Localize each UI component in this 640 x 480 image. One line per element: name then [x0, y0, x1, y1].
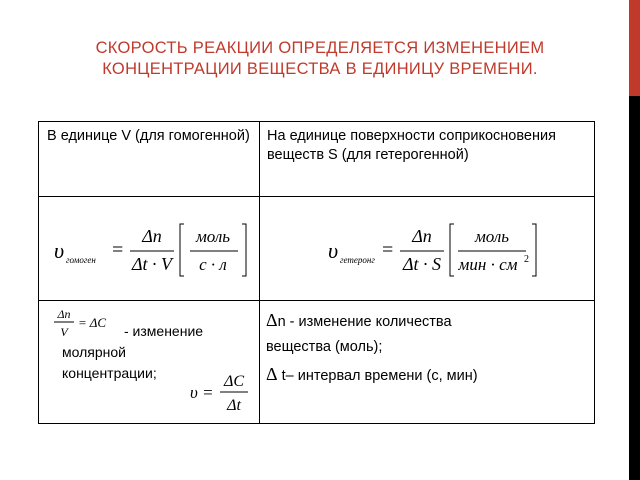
text-izmenenie: - изменение — [124, 323, 204, 339]
small-denominator: V — [60, 325, 68, 339]
formula-v-symbol: υ — [54, 238, 65, 263]
header-homogeneous: В единице V (для гомогенной) — [47, 128, 250, 144]
formula-concentration-change — [52, 305, 132, 345]
formula-subscript: гетеронг — [340, 255, 375, 265]
explanation-line-2: вещества (моль); — [266, 339, 383, 355]
rate-denominator: Δt — [227, 397, 241, 414]
formula-rate-dc-dt — [188, 368, 268, 416]
title-line-2: КОНЦЕНТРАЦИИ ВЕЩЕСТВА В ЕДИНИЦУ ВРЕМЕНИ. — [102, 60, 538, 78]
text-molyarnoi: молярной — [62, 344, 126, 360]
explanation-n-text: n - изменение количества — [277, 314, 452, 330]
formula-v-symbol: υ — [328, 238, 339, 263]
formula-homogeneous — [52, 218, 252, 282]
formula-unit-exponent: 2 — [524, 254, 529, 265]
rate-numerator: ΔC — [223, 373, 245, 390]
small-numerator: Δn — [57, 307, 71, 321]
text-koncentracii: концентрации; — [62, 365, 157, 381]
formula-numerator: Δn — [142, 226, 162, 246]
explanation-block — [266, 308, 586, 389]
formula-denominator: Δt · S — [402, 254, 442, 274]
right-edge-accent — [629, 0, 640, 96]
formula-equals: = — [112, 239, 124, 261]
delta-symbol: Δ — [266, 310, 278, 330]
formula-numerator: Δn — [412, 226, 432, 246]
small-equals-dc: = ΔC — [78, 315, 107, 330]
explanation-t-text: t– интервал времени (с, мин) — [277, 368, 478, 384]
delta-symbol: Δ — [266, 364, 278, 384]
formula-unit-numerator: моль — [474, 227, 510, 246]
formula-unit-denominator: с · л — [199, 255, 227, 274]
formula-subscript: гомоген — [66, 255, 96, 265]
rate-v-equals: υ = — [190, 383, 214, 402]
formula-heterogeneous — [326, 218, 546, 282]
formula-unit-numerator: моль — [195, 227, 231, 246]
header-heterogeneous: На единице поверхности соприкосновения веществ S (для гетерогенной) — [267, 128, 556, 163]
explanation-line-1 — [266, 308, 586, 335]
explanation-line-3 — [266, 362, 586, 389]
slide-title — [28, 38, 612, 80]
formula-denominator: Δt · V — [131, 254, 173, 274]
table-row-divider-2 — [39, 300, 594, 301]
formula-equals: = — [382, 239, 394, 261]
table-row-divider-1 — [39, 196, 594, 197]
title-line-1: СКОРОСТЬ РЕАКЦИИ ОПРЕДЕЛЯЕТСЯ ИЗМЕНЕНИЕМ — [95, 39, 545, 57]
formula-unit-denominator: мин · см — [458, 255, 518, 274]
